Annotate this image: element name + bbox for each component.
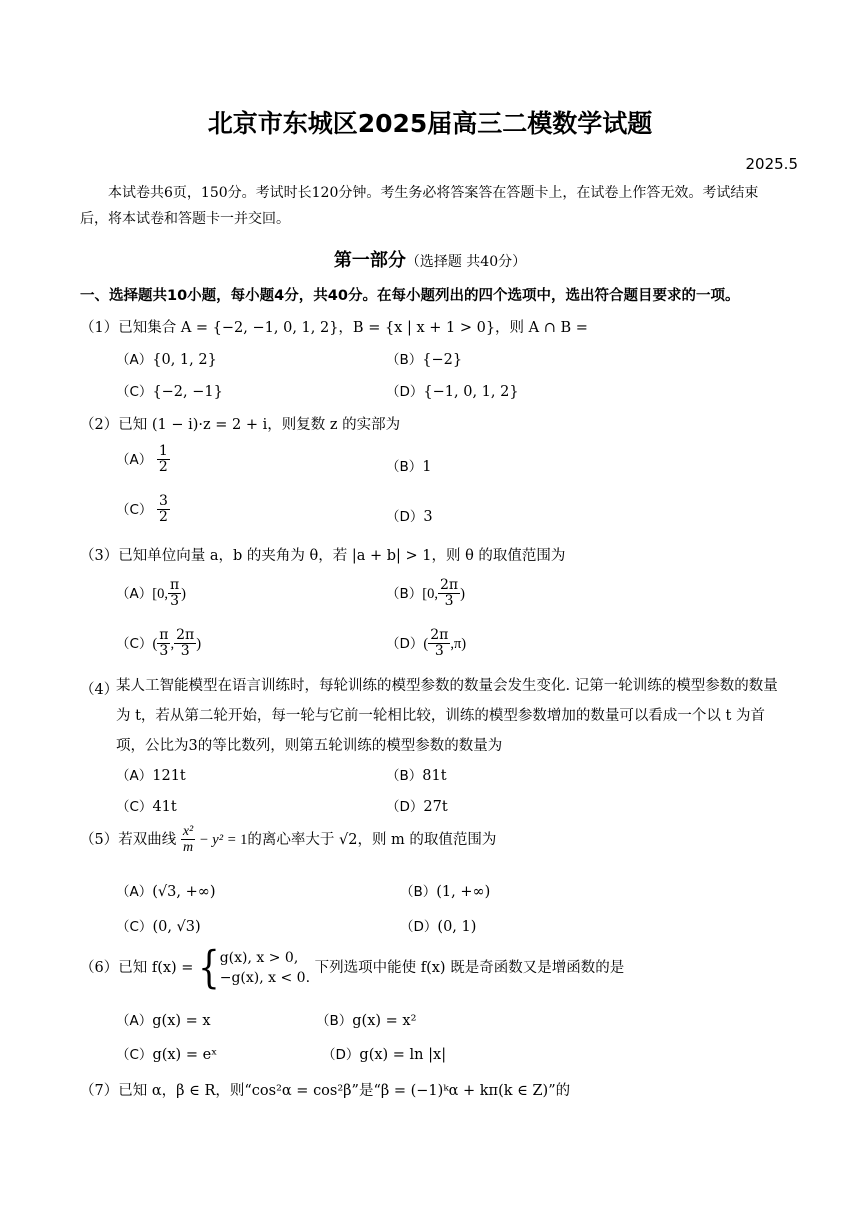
q4-option-a: （A）121t [116, 768, 186, 784]
q5-option-d: （D）(0, 1) [400, 919, 477, 935]
question-3 [80, 544, 565, 565]
q3-option-d: （D）( $\frac{2\pi}{3}$ ,π) [386, 627, 467, 660]
question-stem: 已知 (1 − i)·z = 2 + i，则复数 z 的实部为 [118, 417, 401, 433]
question-number: （7） [80, 1083, 119, 1099]
part-title: 第一部分 [333, 250, 406, 271]
section-heading: 一、选择题共10小题，每小题4分，共40分。在每小题列出的四个选项中，选出符合题目要求的一项。 [80, 288, 740, 304]
q5-option-a: （A）(√3, +∞) [116, 884, 216, 900]
q1-option-a: （A）{0, 1, 2} [116, 352, 217, 368]
exam-date: 2025.5 [745, 155, 798, 173]
part-note: （选择题 共40分） [405, 254, 527, 270]
q2-option-c: （C） $\frac{3}{2}$ [116, 493, 168, 526]
question-stem: 的离心率大于 √2，则 m 的取值范围为 [247, 831, 497, 848]
q4-option-d: （D）27t [386, 799, 448, 815]
question-number: （1） [80, 320, 119, 336]
q5-option-c: （C）(0, √3) [116, 919, 201, 935]
question-1 [80, 316, 588, 337]
q2-option-b: （B）1 [386, 459, 432, 475]
question-6: （6）已知 f(x) = { g(x), x > 0, −g(x), x < 0. 下列选项中能使 f(x) 既是奇函数又是增函数的是 [80, 942, 625, 994]
q6-option-b: （B）g(x) = x² [316, 1013, 417, 1029]
q1-option-b: （B）{−2} [386, 352, 463, 368]
question-number: （3） [80, 548, 119, 564]
part-heading [0, 246, 860, 272]
q3-option-c: （C）( $\frac{\pi}{3}$ , $\frac{2\pi}{3}$ ) [116, 627, 202, 660]
question-number: （5） [80, 831, 119, 848]
q6-option-d: （D）g(x) = ln |x| [322, 1047, 447, 1063]
question-stem: 下列选项中能使 f(x) 既是奇函数又是增函数的是 [314, 960, 625, 976]
q6-option-a: （A）g(x) = x [116, 1013, 211, 1029]
question-7 [80, 1079, 570, 1100]
q1-option-d: （D）{−1, 0, 1, 2} [386, 384, 519, 400]
question-4-stem: 某人工智能模型在语言训练时，每轮训练的模型参数的数量会发生变化. 记第一轮训练的模型参数的数量为 t，若从第二轮开始，每一轮与它前一轮相比较，训练的模型参数增加的数量可以看成一个以 t 为首项，公比为3的等比数列，则第五轮训练的模型参数的数量为 [116, 678, 778, 754]
q4-option-c: （C）41t [116, 799, 177, 815]
question-stem: 已知单位向量 a，b 的夹角为 θ，若 |a + b| > 1，则 θ 的取值范围为 [118, 548, 566, 564]
q6-option-c: （C）g(x) = eˣ [116, 1047, 218, 1063]
q5-option-b: （B）(1, +∞) [400, 884, 491, 900]
q4-option-b: （B）81t [386, 768, 447, 784]
question-stem: 已知集合 A = {−2, −1, 0, 1, 2}，B = {x | x + 1 > 0}，则 A ∩ B = [118, 320, 588, 336]
question-number: （6） [80, 960, 119, 976]
q3-option-a: （A）[0, $\frac{\pi}{3}$ ) [116, 577, 187, 610]
q3-option-b: （B）[0, $\frac{2\pi}{3}$ ) [386, 577, 465, 610]
q1-option-c: （C）{−2, −1} [116, 384, 223, 400]
question-stem: 已知 α，β ∈ R，则“cos²α = cos²β”是“β = (−1)ᵏα + kπ(k ∈ Z)”的 [118, 1083, 571, 1099]
q2-option-a: （A） $\frac{1}{2}$ [116, 443, 168, 476]
exam-instructions: 本试卷共6页，150分。考试时长120分钟。考生务必将答案答在答题卡上，在试卷上作答无效。考试结束后，将本试卷和答题卡一并交回。 [80, 185, 759, 227]
question-5: （5）若双曲线 $\frac{\text{x²}}{m}$ − y² = 1的离心率大于 √2，则 m 的取值范围为 [80, 824, 497, 856]
question-number: （2） [80, 417, 119, 433]
question-2 [80, 413, 400, 434]
q2-option-d: （D）3 [386, 509, 433, 525]
exam-title: 北京市东城区2025届高三二模数学试题 [207, 109, 653, 138]
question-4-number: （4） [80, 682, 119, 698]
